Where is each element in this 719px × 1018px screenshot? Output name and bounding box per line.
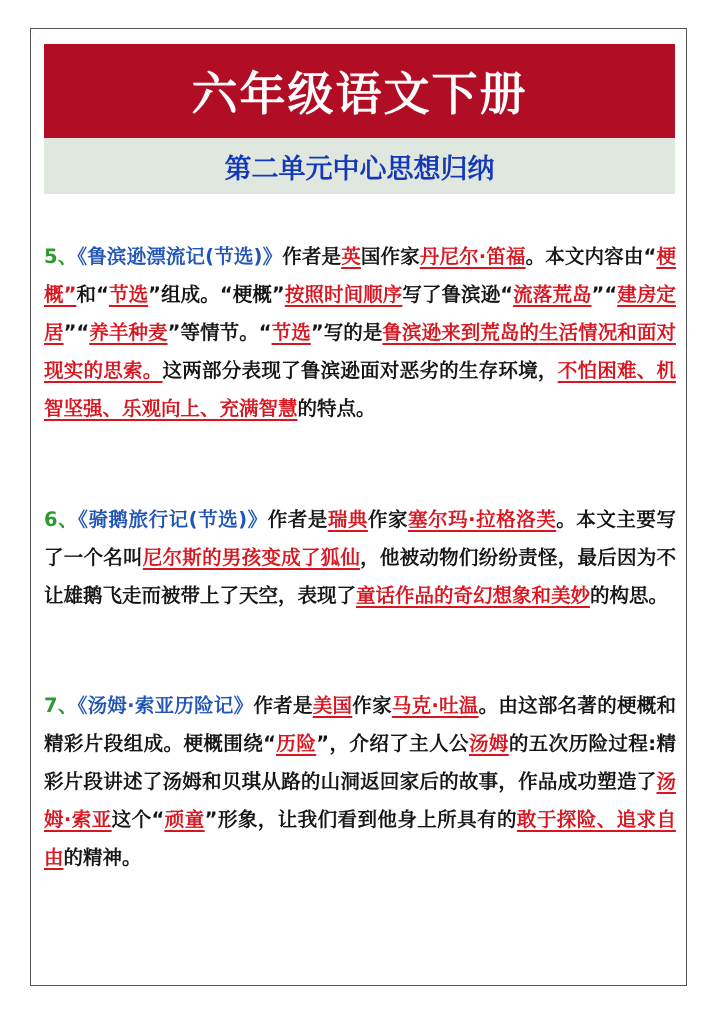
highlighted-phrase: 养羊种麦 [89,321,168,344]
body-text: 的构思。 [590,584,669,607]
highlighted-phrase: 汤姆·索亚 [44,770,676,831]
body-text: ”“ [591,283,618,306]
body-text: 。由这部名著的梗概和精彩片段组成。梗概围绕“ [44,694,676,755]
body-text: 作家 [352,694,392,717]
paragraph-5 [44,238,676,428]
body-text: 作家 [367,508,408,531]
highlighted-phrase: 丹尼尔·笛福 [419,245,526,268]
highlighted-phrase: 敢于探险、追求自由 [44,808,676,869]
book-title: 《骑鹅旅行记(节选)》 [78,508,268,531]
book-title: 《鲁滨逊漂流记(节选)》 [77,245,283,268]
body-text: ”写的是 [310,321,383,344]
highlighted-phrase: 顽童 [164,808,205,831]
item-number: 5、 [44,245,78,268]
body-text: 的五次历险过程:精彩片段讲述了汤姆和贝琪从路的山洞返回家后的故事，作品成功塑造了 [44,732,676,793]
body-text: 作者是 [267,508,328,531]
paragraph-7 [44,687,676,877]
highlighted-phrase: 历险 [275,732,317,755]
body-text: ”组成。“梗概” [148,283,285,306]
highlighted-phrase: 建房定居 [44,283,676,344]
body-text: ，他被动物们纷纷责怪，最后因为不让雄鹅飞走而被带上了天空，表现了 [44,546,676,607]
subtitle-banner [44,138,675,194]
highlighted-phrase: 美国 [312,694,353,717]
highlighted-phrase: 梗概” [44,245,676,306]
highlighted-phrase: 节选 [271,321,311,344]
body-text: 。本文主要写了一个名叫 [44,508,676,569]
highlighted-phrase: 按照时间顺序 [284,283,403,306]
highlighted-phrase: 尼尔斯的男孩变成了狐仙 [142,546,361,569]
highlighted-phrase: 马克·吐温 [391,694,479,717]
body-text: 作者是 [253,694,313,717]
paragraph-6 [44,501,676,615]
book-title: 《汤姆·索亚历险记》 [77,694,254,717]
highlighted-phrase: 英 [341,245,361,268]
body-text: 写了鲁滨逊“ [402,283,514,306]
body-text: 作者是 [282,245,342,268]
body-text: 国作家 [360,245,420,268]
highlighted-phrase: 节选 [108,283,149,306]
body-text: ”，介绍了主人公 [316,732,469,755]
highlighted-phrase: 瑞典 [327,508,368,531]
body-text: 的精神。 [63,846,142,869]
item-number: 6、 [44,508,79,531]
highlighted-phrase: 鲁滨逊来到荒岛的生活情况和面对现实的思索。 [44,321,676,382]
body-text: 这个“ [111,808,165,831]
page-title: 六年级语文下册 [191,67,528,121]
body-text: 的特点。 [297,397,376,420]
highlighted-phrase: 塞尔玛·拉格洛芙 [408,508,557,531]
page-subtitle: 第二单元中心思想归纳 [224,153,495,185]
body-text: ”等情节。“ [167,321,272,344]
highlighted-phrase: 不怕困难、机智坚强、乐观向上、充满智慧 [44,359,676,420]
highlighted-phrase: 汤姆 [468,732,509,755]
highlighted-phrase: 流落荒岛 [513,283,592,306]
body-text: 这两部分表现了鲁滨逊面对恶劣的生存环境， [162,359,558,382]
body-text: ”形象，让我们看到他身上所具有的 [204,808,517,831]
body-text: 。本文内容由“ [525,245,657,268]
item-number: 7、 [44,694,78,717]
title-banner [44,44,675,138]
body-text: ”“ [63,321,90,344]
highlighted-phrase: 童话作品的奇幻想象和美妙 [356,584,591,607]
body-text: 和“ [76,283,109,306]
